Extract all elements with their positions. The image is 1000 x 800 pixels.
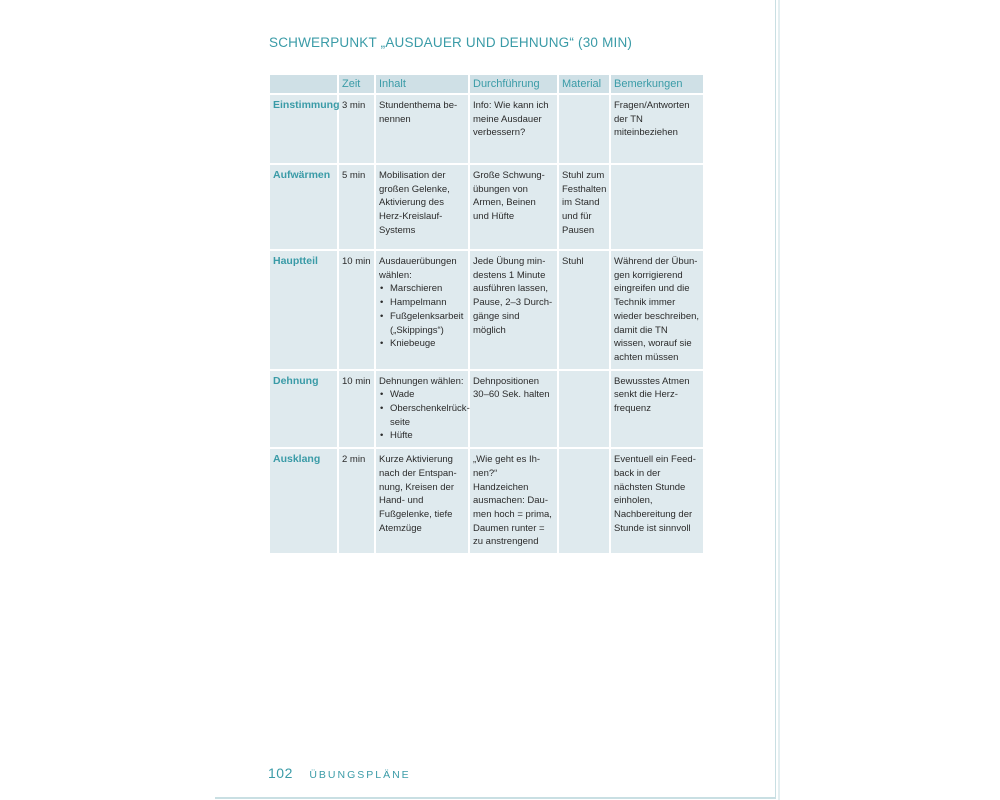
inhalt-text: Stundenthema benennen <box>379 100 458 125</box>
phase-cell: Hauptteil <box>269 250 338 370</box>
zeit-cell: 3 min <box>338 94 375 164</box>
header-material: Material <box>558 74 610 94</box>
durchfuehrung-cell: „Wie geht es Ihnen?“ Handzeichen ausmachen: Daumen hoch = prima, Daumen runter = zu anstrengend <box>469 448 558 554</box>
phase-cell: Dehnung <box>269 370 338 449</box>
zeit-cell: 2 min <box>338 448 375 554</box>
page-edge <box>778 0 780 800</box>
inhalt-text: Dehnungen wählen: <box>379 375 464 387</box>
bemerkungen-cell: Während der Übungen korrigierend eingreifen und die Technik immer wieder beschreiben, damit die TN wissen, worauf sie achten müssen <box>610 250 704 370</box>
list-item: • Hüfte <box>379 429 465 443</box>
phase-cell: Aufwärmen <box>269 164 338 250</box>
page-footer <box>268 765 411 783</box>
section-heading: SCHWERPUNKT „AUSDAUER UND DEHNUNG“ (30 MIN) <box>269 35 633 50</box>
material-cell <box>558 94 610 164</box>
phase-cell: Ausklang <box>269 448 338 554</box>
bemerkungen-cell: Eventuell ein Feedback in der nächsten Stunde einholen, Nachbereitung der Stunde ist sinnvoll <box>610 448 704 554</box>
bemerkungen-cell <box>610 164 704 250</box>
header-bemerkungen: Bemerkungen <box>610 74 704 94</box>
page-number: 102 <box>268 765 293 781</box>
inhalt-cell <box>375 448 469 554</box>
bemerkungen-cell: Fragen/Antworten der TN miteinbeziehen <box>610 94 704 164</box>
table-row <box>269 448 704 554</box>
table-row <box>269 250 704 370</box>
inhalt-cell <box>375 164 469 250</box>
list-item: • Marschieren <box>379 282 465 296</box>
header-inhalt: Inhalt <box>375 74 469 94</box>
exercise-plan-table <box>268 73 705 555</box>
inhalt-text: Mobilisation der großen Gelenke, Aktivierung des Herz-Kreislauf-Systems <box>379 170 450 236</box>
inhalt-cell <box>375 94 469 164</box>
section-name: ÜBUNGSPLÄNE <box>309 769 411 781</box>
inhalt-list <box>379 388 470 443</box>
list-item: • Oberschenkelrückseite <box>379 402 465 429</box>
table-header-row <box>269 74 704 94</box>
material-cell <box>558 448 610 554</box>
list-item: • Wade <box>379 388 465 402</box>
material-cell: Stuhl zum Festhalten im Stand und für Pausen <box>558 164 610 250</box>
list-item: • Kniebeuge <box>379 337 465 351</box>
durchfuehrung-cell: Info: Wie kann ich meine Ausdauer verbessern? <box>469 94 558 164</box>
zeit-cell: 10 min <box>338 250 375 370</box>
list-item: • Fußgelenksarbeit („Skippings“) <box>379 310 465 337</box>
durchfuehrung-cell: Große Schwungübungen von Armen, Beinen und Hüfte <box>469 164 558 250</box>
header-phase <box>269 74 338 94</box>
header-durchfuehrung: Durchführung <box>469 74 558 94</box>
table-row <box>269 94 704 164</box>
table-row <box>269 370 704 449</box>
zeit-cell: 5 min <box>338 164 375 250</box>
bemerkungen-cell: Bewusstes Atmen senkt die Herzfrequenz <box>610 370 704 449</box>
zeit-cell: 10 min <box>338 370 375 449</box>
inhalt-text: Kurze Aktivierung nach der Entspannung, Kreisen der Hand- und Fußgelenke, tiefe Atemzüge <box>379 454 457 534</box>
inhalt-list <box>379 282 465 351</box>
inhalt-cell <box>375 250 469 370</box>
material-cell: Stuhl <box>558 250 610 370</box>
durchfuehrung-cell: Dehnpositionen 30–60 Sek. halten <box>469 370 558 449</box>
inhalt-cell <box>375 370 469 449</box>
list-item: • Hampelmann <box>379 296 465 310</box>
header-zeit: Zeit <box>338 74 375 94</box>
material-cell <box>558 370 610 449</box>
inhalt-text: Ausdauerübungen wählen: <box>379 256 457 281</box>
durchfuehrung-cell: Jede Übung mindestens 1 Minute ausführen lassen, Pause, 2–3 Durchgänge sind möglich <box>469 250 558 370</box>
phase-cell: Einstimmung <box>269 94 338 164</box>
table-row <box>269 164 704 250</box>
